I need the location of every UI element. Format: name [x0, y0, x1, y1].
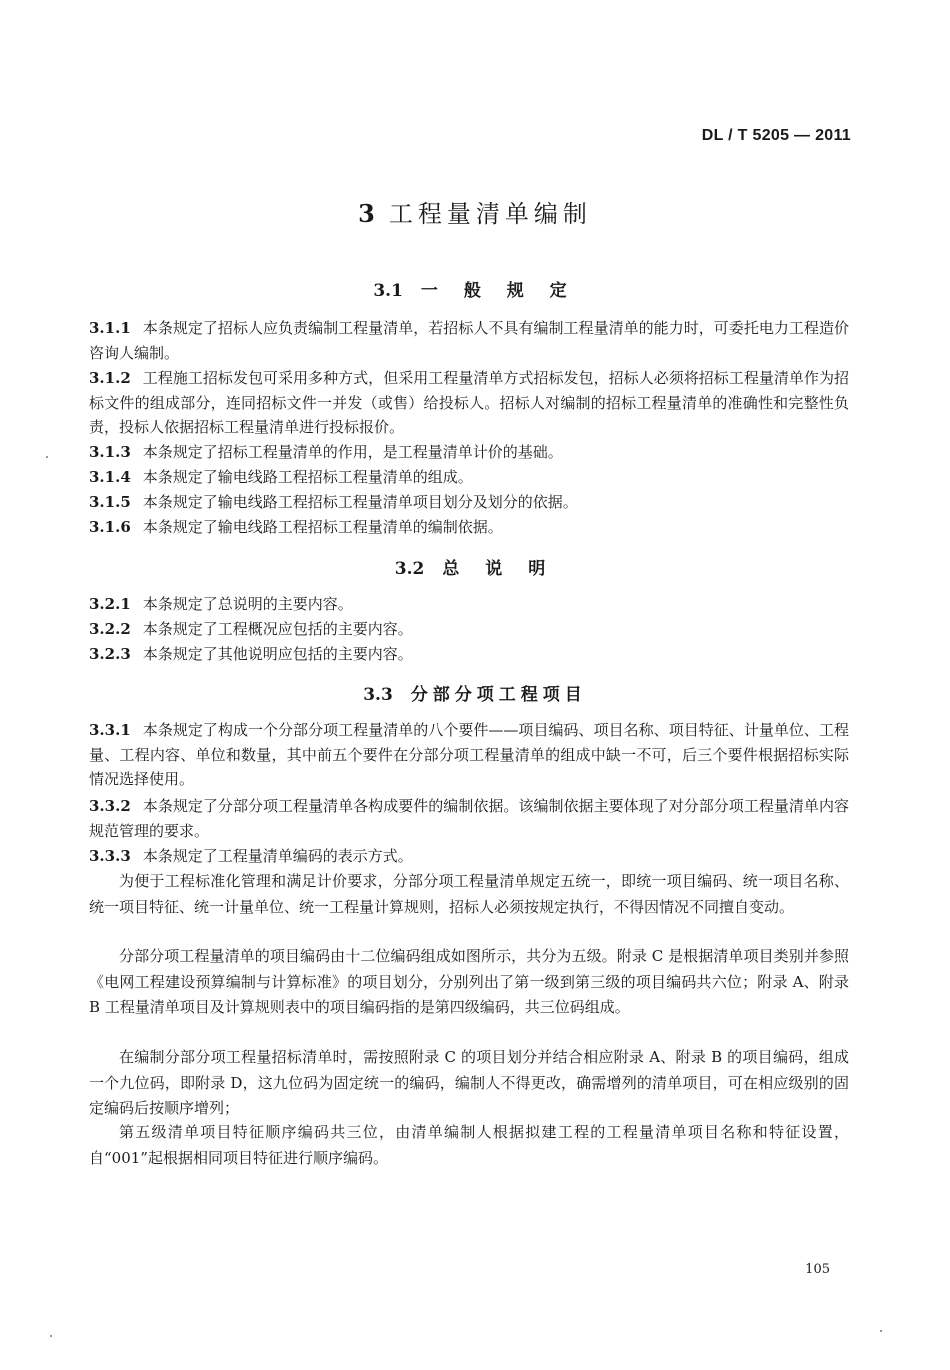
- chapter-title-text: 工程量清单编制: [388, 200, 592, 228]
- clause-3-2-1: 3.2.1 本条规定了总说明的主要内容。: [89, 595, 353, 613]
- paragraph-five-unifications: 为便于工程标准化管理和满足计价要求，分部分项工程量清单规定五统一，即统一项目编码、统一项目名称、统一项目特征、统一计量单位、统一工程量计算规则，招标人必须按规定执行，不得因情况不同擅自变动。: [89, 872, 849, 916]
- scan-speck: [880, 1330, 882, 1332]
- clause-3-1-2: 3.1.2 工程施工招标发包可采用多种方式，但采用工程量清单方式招标发包，招标人必须将招标工程量清单作为招标文件的组成部分，连同招标文件一并发（或售）给投标人。招标人对编制的招标工程量清单的准确性和完整性负责，投标人依据招标工程量清单进行投标报价。: [89, 369, 849, 436]
- paragraph-nine-digit-code: 在编制分部分项工程量招标清单时，需按照附录 C 的项目划分并结合相应附录 A、附录 B 的项目编码，组成一个九位码，即附录 D，这九位码为固定统一的编码，编制人不得更改，确需增列的清单项目，可在相应级别的固定编码后按顺序增列；: [89, 1048, 849, 1117]
- clause-3-3-2: 3.3.2 本条规定了分部分项工程量清单各构成要件的编制依据。该编制依据主要体现了对分部分项工程量清单内容规范管理的要求。: [89, 797, 849, 840]
- chapter-title: [0, 194, 950, 229]
- page-number: 105: [805, 1262, 830, 1277]
- document-code: DL / T 5205 — 2011: [701, 127, 851, 144]
- chapter-number: 3: [358, 199, 375, 228]
- clause-3-3-1: 3.3.1 本条规定了构成一个分部分项工程量清单的八个要件——项目编码、项目名称、项目特征、计量单位、工程量、工程内容、单位和数量，其中前五个要件在分部分项工程量清单的组成中缺一不可，后三个要件根据招标实际情况选择使用。: [89, 721, 849, 788]
- clause-3-3-3: 3.3.3 本条规定了工程量清单编码的表示方式。: [89, 847, 413, 865]
- clause-3-1-1: 3.1.1 本条规定了招标人应负责编制工程量清单，若招标人不具有编制工程量清单的能力时，可委托电力工程造价咨询人编制。: [89, 319, 849, 362]
- clause-3-2-2: 3.2.2 本条规定了工程概况应包括的主要内容。: [89, 620, 413, 638]
- section-title-3-1: 3.1 一 般 规 定: [373, 281, 577, 301]
- scan-speck: [50, 1335, 52, 1337]
- section-title-3-2: 3.2 总 说 明: [394, 559, 556, 579]
- scan-speck: [46, 456, 48, 458]
- clause-3-1-6: 3.1.6 本条规定了输电线路工程招标工程量清单的编制依据。: [89, 518, 503, 536]
- paragraph-code-structure: 分部分项工程量清单的项目编码由十二位编码组成如图所示，共分为五级。附录 C 是根据清单项目类别并参照《电网工程建设预算编制与计算标准》的项目划分，分别列出了第一级到第三级的项目编码共六位；附录 A、附录 B 工程量清单项目及计算规则表中的项目编码指的是第四级编码，共三位码组成。: [89, 947, 849, 1016]
- clause-3-2-3: 3.2.3 本条规定了其他说明应包括的主要内容。: [89, 645, 413, 663]
- clause-3-1-3: 3.1.3 本条规定了招标工程量清单的作用，是工程量清单计价的基础。: [89, 443, 563, 461]
- paragraph-fifth-level-code: 第五级清单项目特征顺序编码共三位，由清单编制人根据拟建工程的工程量清单项目名称和特征设置，自“001”起根据相同项目特征进行顺序编码。: [89, 1123, 849, 1167]
- clause-3-1-5: 3.1.5 本条规定了输电线路工程招标工程量清单项目划分及划分的依据。: [89, 493, 578, 511]
- clause-3-1-4: 3.1.4 本条规定了输电线路工程招标工程量清单的组成。: [89, 468, 473, 486]
- section-title-3-3: 3.3 分部分项工程项目: [363, 685, 587, 705]
